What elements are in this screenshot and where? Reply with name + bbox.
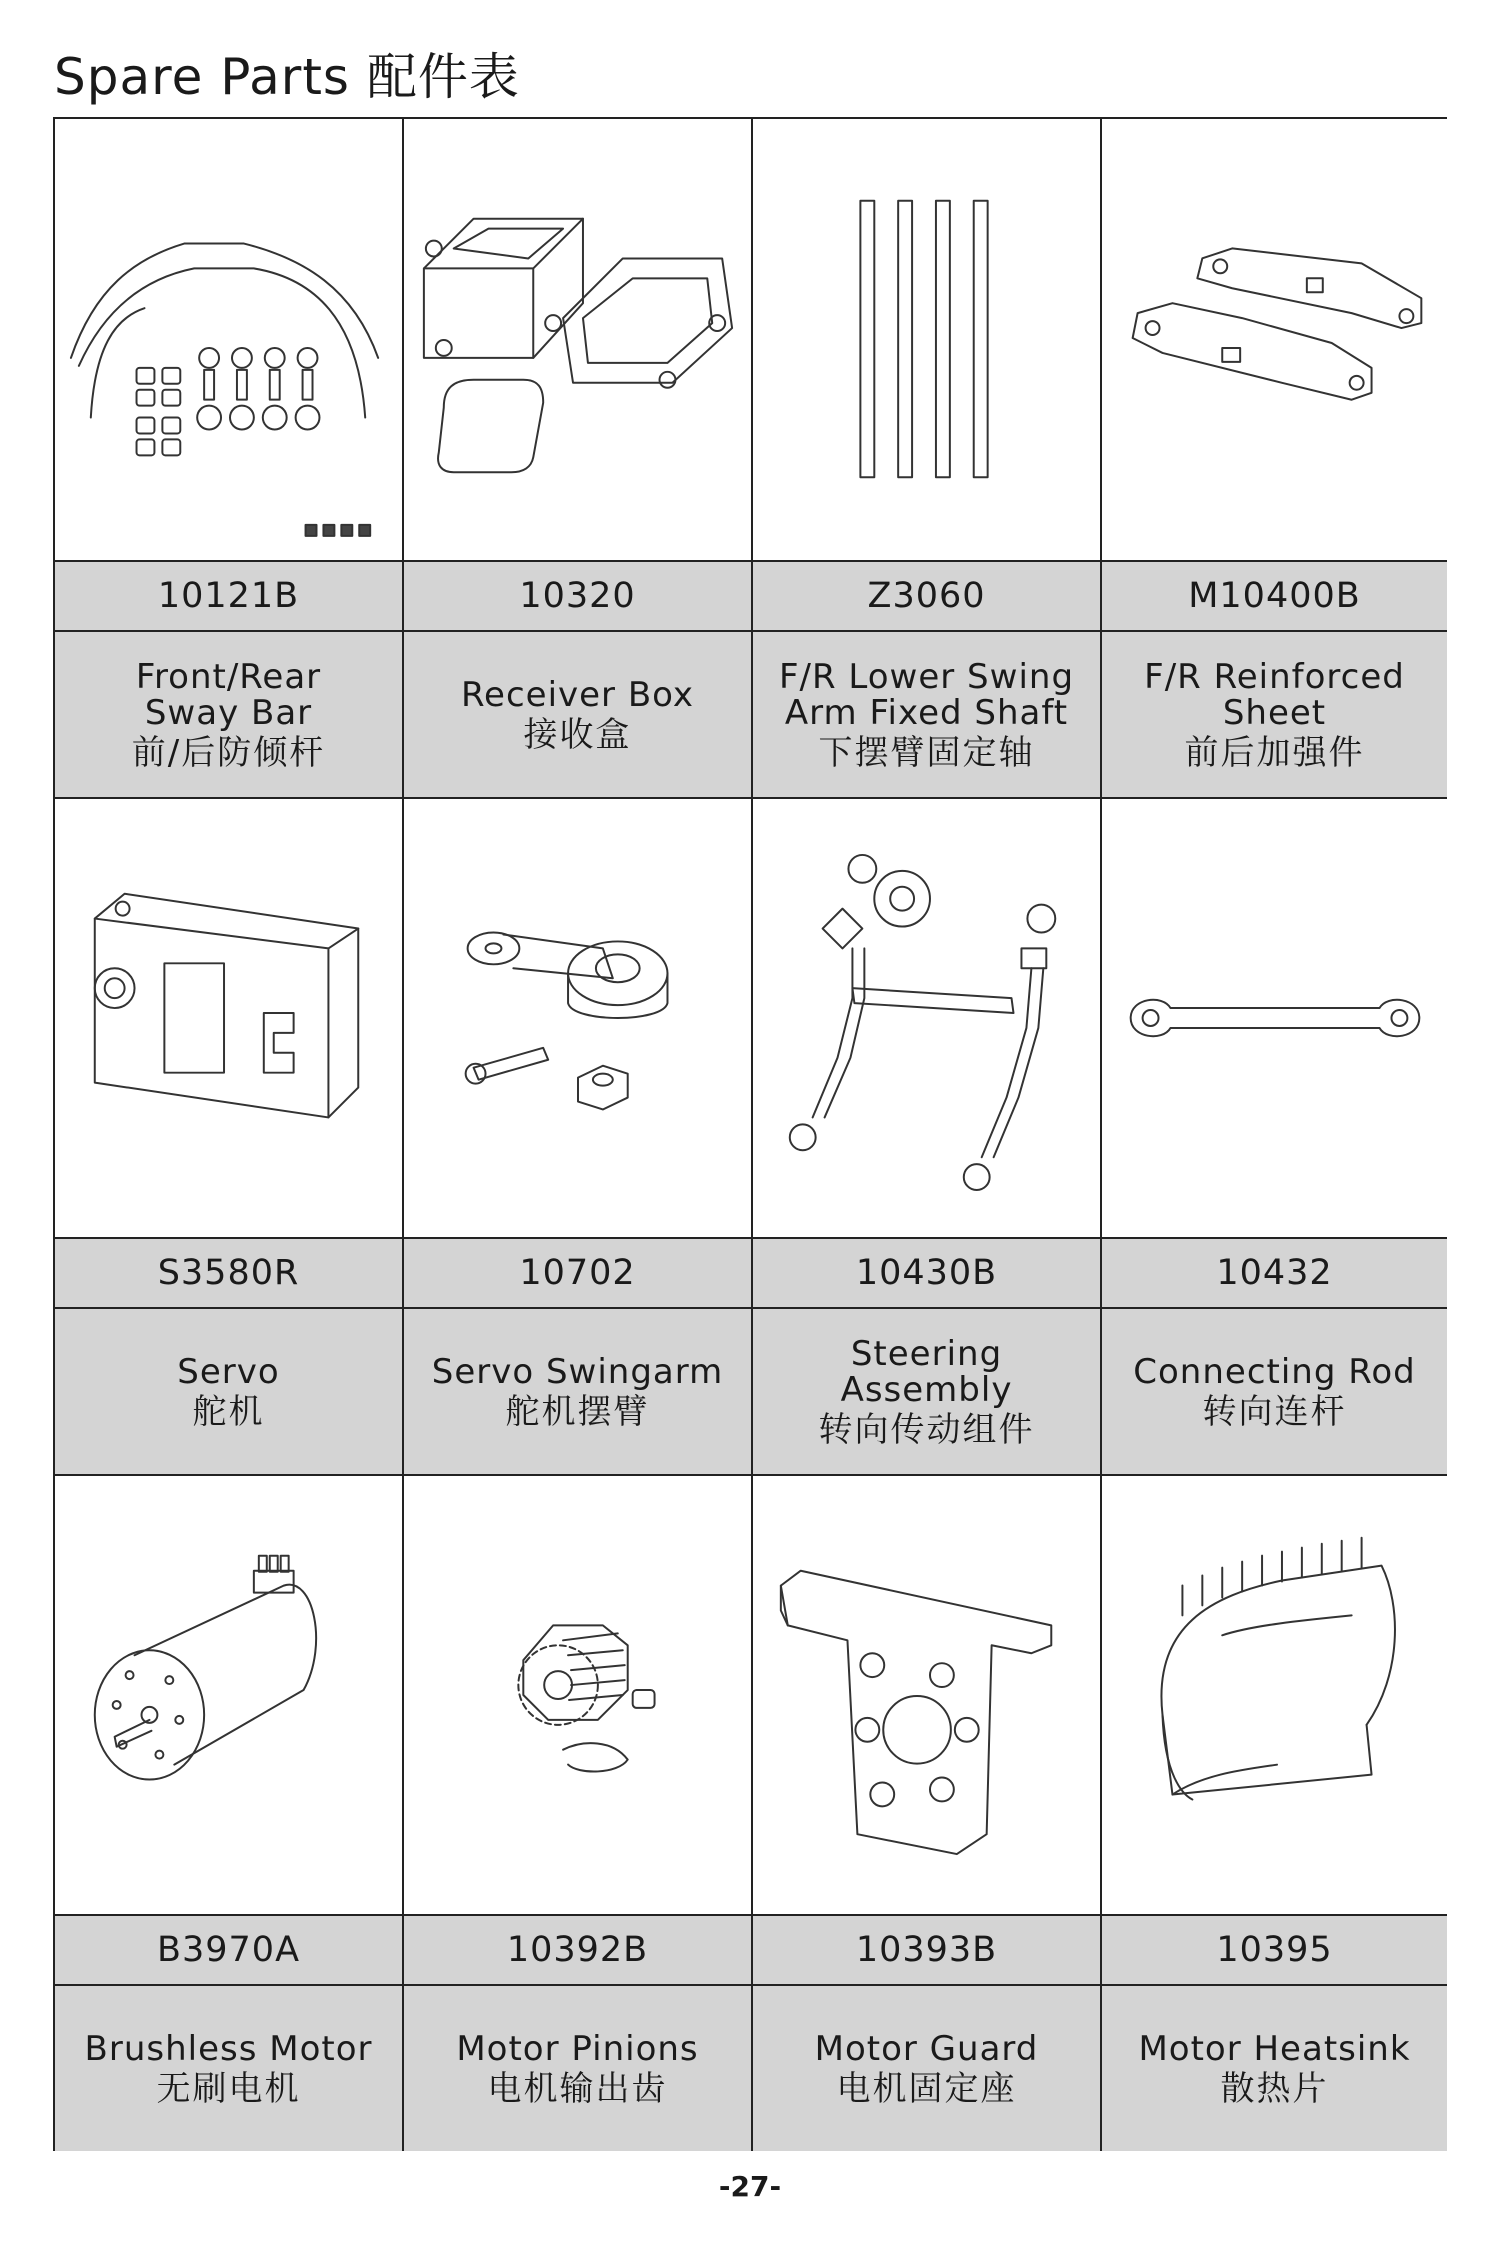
part-code: 10702 — [404, 1239, 753, 1309]
part-name-cn: 电机固定座 — [836, 2068, 1017, 2109]
part-name-en: Front/Rear Sway Bar — [135, 656, 322, 733]
part-name — [55, 1986, 404, 2151]
connecting-rod-icon — [1102, 799, 1447, 1237]
part-name — [55, 632, 404, 799]
part-code: M10400B — [1102, 562, 1447, 632]
part-code: 10392B — [404, 1916, 753, 1986]
part-name-en: Motor Guard — [814, 2028, 1039, 2069]
part-image-brushless-motor — [55, 1476, 404, 1916]
part-name-en: Steering Assembly — [840, 1333, 1013, 1410]
part-name — [1102, 1309, 1447, 1476]
part-image-motor-heatsink — [1102, 1476, 1447, 1916]
part-code: 10395 — [1102, 1916, 1447, 1986]
part-image-servo-swingarm — [404, 799, 753, 1239]
page-number: -27- — [718, 2170, 782, 2203]
part-name-en: Servo — [177, 1351, 280, 1392]
part-image-connecting-rod — [1102, 799, 1447, 1239]
part-image-motor-guard — [753, 1476, 1102, 1916]
part-name-cn: 接收盒 — [523, 714, 632, 755]
part-image-steering-assembly — [753, 799, 1102, 1239]
servo-icon — [55, 799, 402, 1237]
part-code: B3970A — [55, 1916, 404, 1986]
part-name-en: Connecting Rod — [1133, 1351, 1416, 1392]
part-image-fixed-shaft — [753, 119, 1102, 562]
part-code: 10320 — [404, 562, 753, 632]
part-name-cn: 下摆臂固定轴 — [818, 732, 1035, 773]
part-name-en: Motor Heatsink — [1138, 2028, 1411, 2069]
part-name-en: F/R Lower Swing Arm Fixed Shaft — [778, 656, 1075, 733]
sway-bar-icon — [55, 119, 402, 560]
part-name-cn: 舵机 — [192, 1391, 265, 1432]
part-name-cn: 电机输出齿 — [487, 2068, 668, 2109]
part-image-sway-bar — [55, 119, 404, 562]
pinion-gear-icon — [404, 1476, 751, 1914]
swingarm-icon — [404, 799, 751, 1237]
part-name — [753, 1986, 1102, 2151]
motor-guard-icon — [753, 1476, 1100, 1914]
reinforced-sheet-icon — [1102, 119, 1447, 560]
page-title: Spare Parts 配件表 — [54, 48, 520, 106]
part-code: S3580R — [55, 1239, 404, 1309]
heatsink-icon — [1102, 1476, 1447, 1914]
part-name — [55, 1309, 404, 1476]
part-name — [753, 1309, 1102, 1476]
steering-assembly-icon — [753, 799, 1100, 1237]
part-image-receiver-box — [404, 119, 753, 562]
part-name-cn: 转向传动组件 — [818, 1409, 1035, 1450]
receiver-box-icon — [404, 119, 751, 560]
part-name-en: Servo Swingarm — [431, 1351, 724, 1392]
part-name-en: Receiver Box — [460, 674, 695, 715]
part-code: Z3060 — [753, 562, 1102, 632]
spare-parts-table — [53, 117, 1447, 2151]
part-name-cn: 舵机摆臂 — [505, 1391, 650, 1432]
part-name — [404, 632, 753, 799]
part-name-en: F/R Reinforced Sheet — [1144, 656, 1405, 733]
part-image-reinforced-sheet — [1102, 119, 1447, 562]
part-name — [1102, 1986, 1447, 2151]
part-name-cn: 散热片 — [1220, 2068, 1329, 2109]
part-code: 10430B — [753, 1239, 1102, 1309]
part-name-en: Brushless Motor — [84, 2028, 373, 2069]
part-name-en: Motor Pinions — [456, 2028, 699, 2069]
part-code: 10432 — [1102, 1239, 1447, 1309]
part-code: 10121B — [55, 562, 404, 632]
part-name-cn: 前/后防倾杆 — [131, 732, 326, 773]
part-image-servo — [55, 799, 404, 1239]
part-name — [404, 1309, 753, 1476]
part-image-motor-pinion — [404, 1476, 753, 1916]
part-name — [404, 1986, 753, 2151]
brushless-motor-icon — [55, 1476, 402, 1914]
part-name — [753, 632, 1102, 799]
part-name-cn: 转向连杆 — [1202, 1391, 1347, 1432]
shaft-icon — [753, 119, 1100, 560]
part-name-cn: 前后加强件 — [1184, 732, 1365, 773]
part-code: 10393B — [753, 1916, 1102, 1986]
part-name — [1102, 632, 1447, 799]
part-name-cn: 无刷电机 — [156, 2068, 301, 2109]
